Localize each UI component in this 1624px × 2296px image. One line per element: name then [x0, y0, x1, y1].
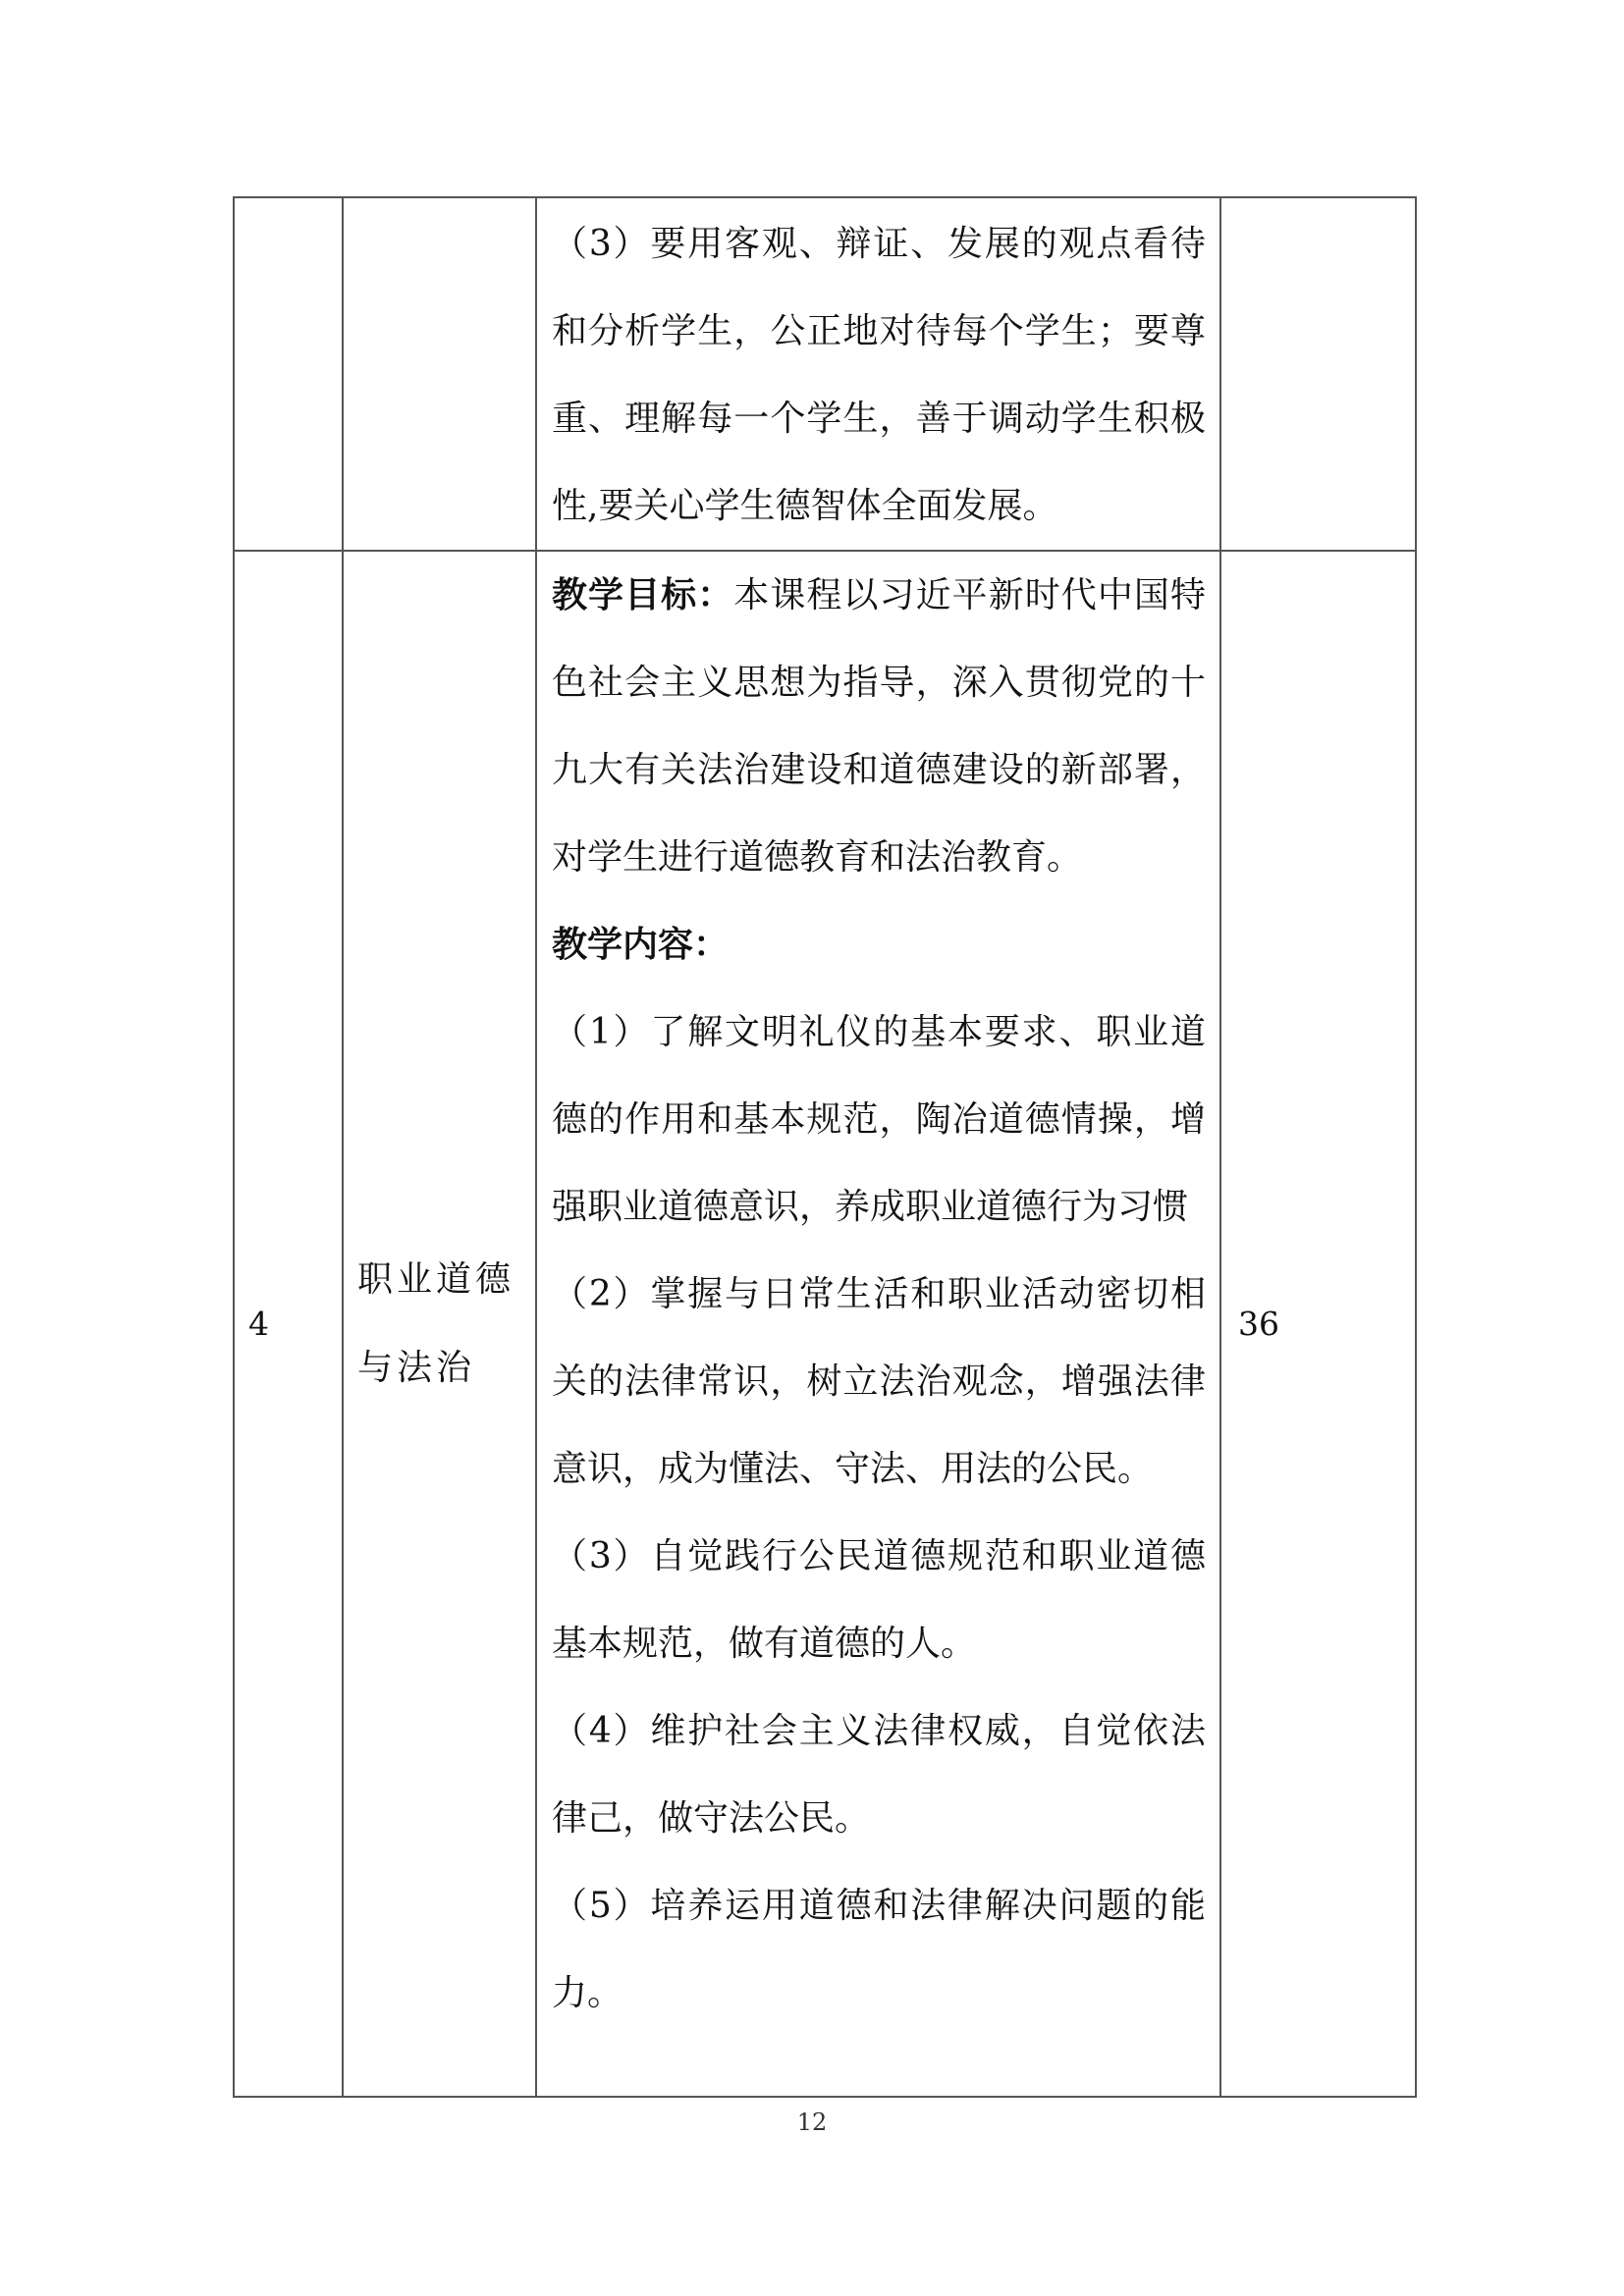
content-paragraph-objectives: [552, 552, 1206, 901]
content-paragraph: （3）自觉践行公民道德规范和职业道德基本规范，做有道德的人。: [552, 1536, 1206, 1664]
course-hours-cell: 36: [1220, 551, 1416, 2097]
content-paragraph: （5）培养运用道德和法律解决问题的能力。: [552, 1886, 1206, 2013]
content-paragraph: （4）维护社会主义法律权威，自觉依法律己，做守法公民。: [552, 1711, 1206, 1839]
table-row: [234, 551, 1416, 2097]
objectives-label: 教学目标：: [552, 574, 734, 615]
content-label: 教学内容：: [552, 924, 730, 965]
content-text: [552, 200, 1206, 550]
table-row: [234, 197, 1416, 551]
course-hours-cell: [1220, 197, 1416, 551]
objectives-text: 本课程以习近平新时代中国特色社会主义思想为指导，深入贯彻党的十九大有关法治建设和道德建设的新部署，对学生进行道德教育和法治教育。: [552, 575, 1206, 878]
course-content-cell: [536, 551, 1220, 2097]
course-name-cell: [343, 197, 536, 551]
course-number-cell: 4: [234, 551, 343, 2097]
course-content-cell: [536, 197, 1220, 551]
content-paragraph: （1）了解文明礼仪的基本要求、职业道德的作用和基本规范，陶冶道德情操，增强职业道德意识，养成职业道德行为习惯: [552, 1012, 1206, 1227]
course-table: [233, 196, 1417, 2098]
course-number-cell: [234, 197, 343, 551]
content-paragraph-content-heading: [552, 901, 1206, 988]
content-paragraph: （2）掌握与日常生活和职业活动密切相关的法律常识，树立法治观念，增强法律意识，成为懂法、守法、用法的公民。: [552, 1274, 1206, 1489]
page-number: 12: [796, 2109, 828, 2136]
course-name-cell: 职业道德与法治: [343, 551, 536, 2097]
content-paragraph: （3）要用客观、辩证、发展的观点看待和分析学生，公正地对待每个学生；要尊重、理解每一个学生，善于调动学生积极性,要关心学生德智体全面发展。: [552, 224, 1206, 526]
content-text: [552, 552, 1206, 2037]
